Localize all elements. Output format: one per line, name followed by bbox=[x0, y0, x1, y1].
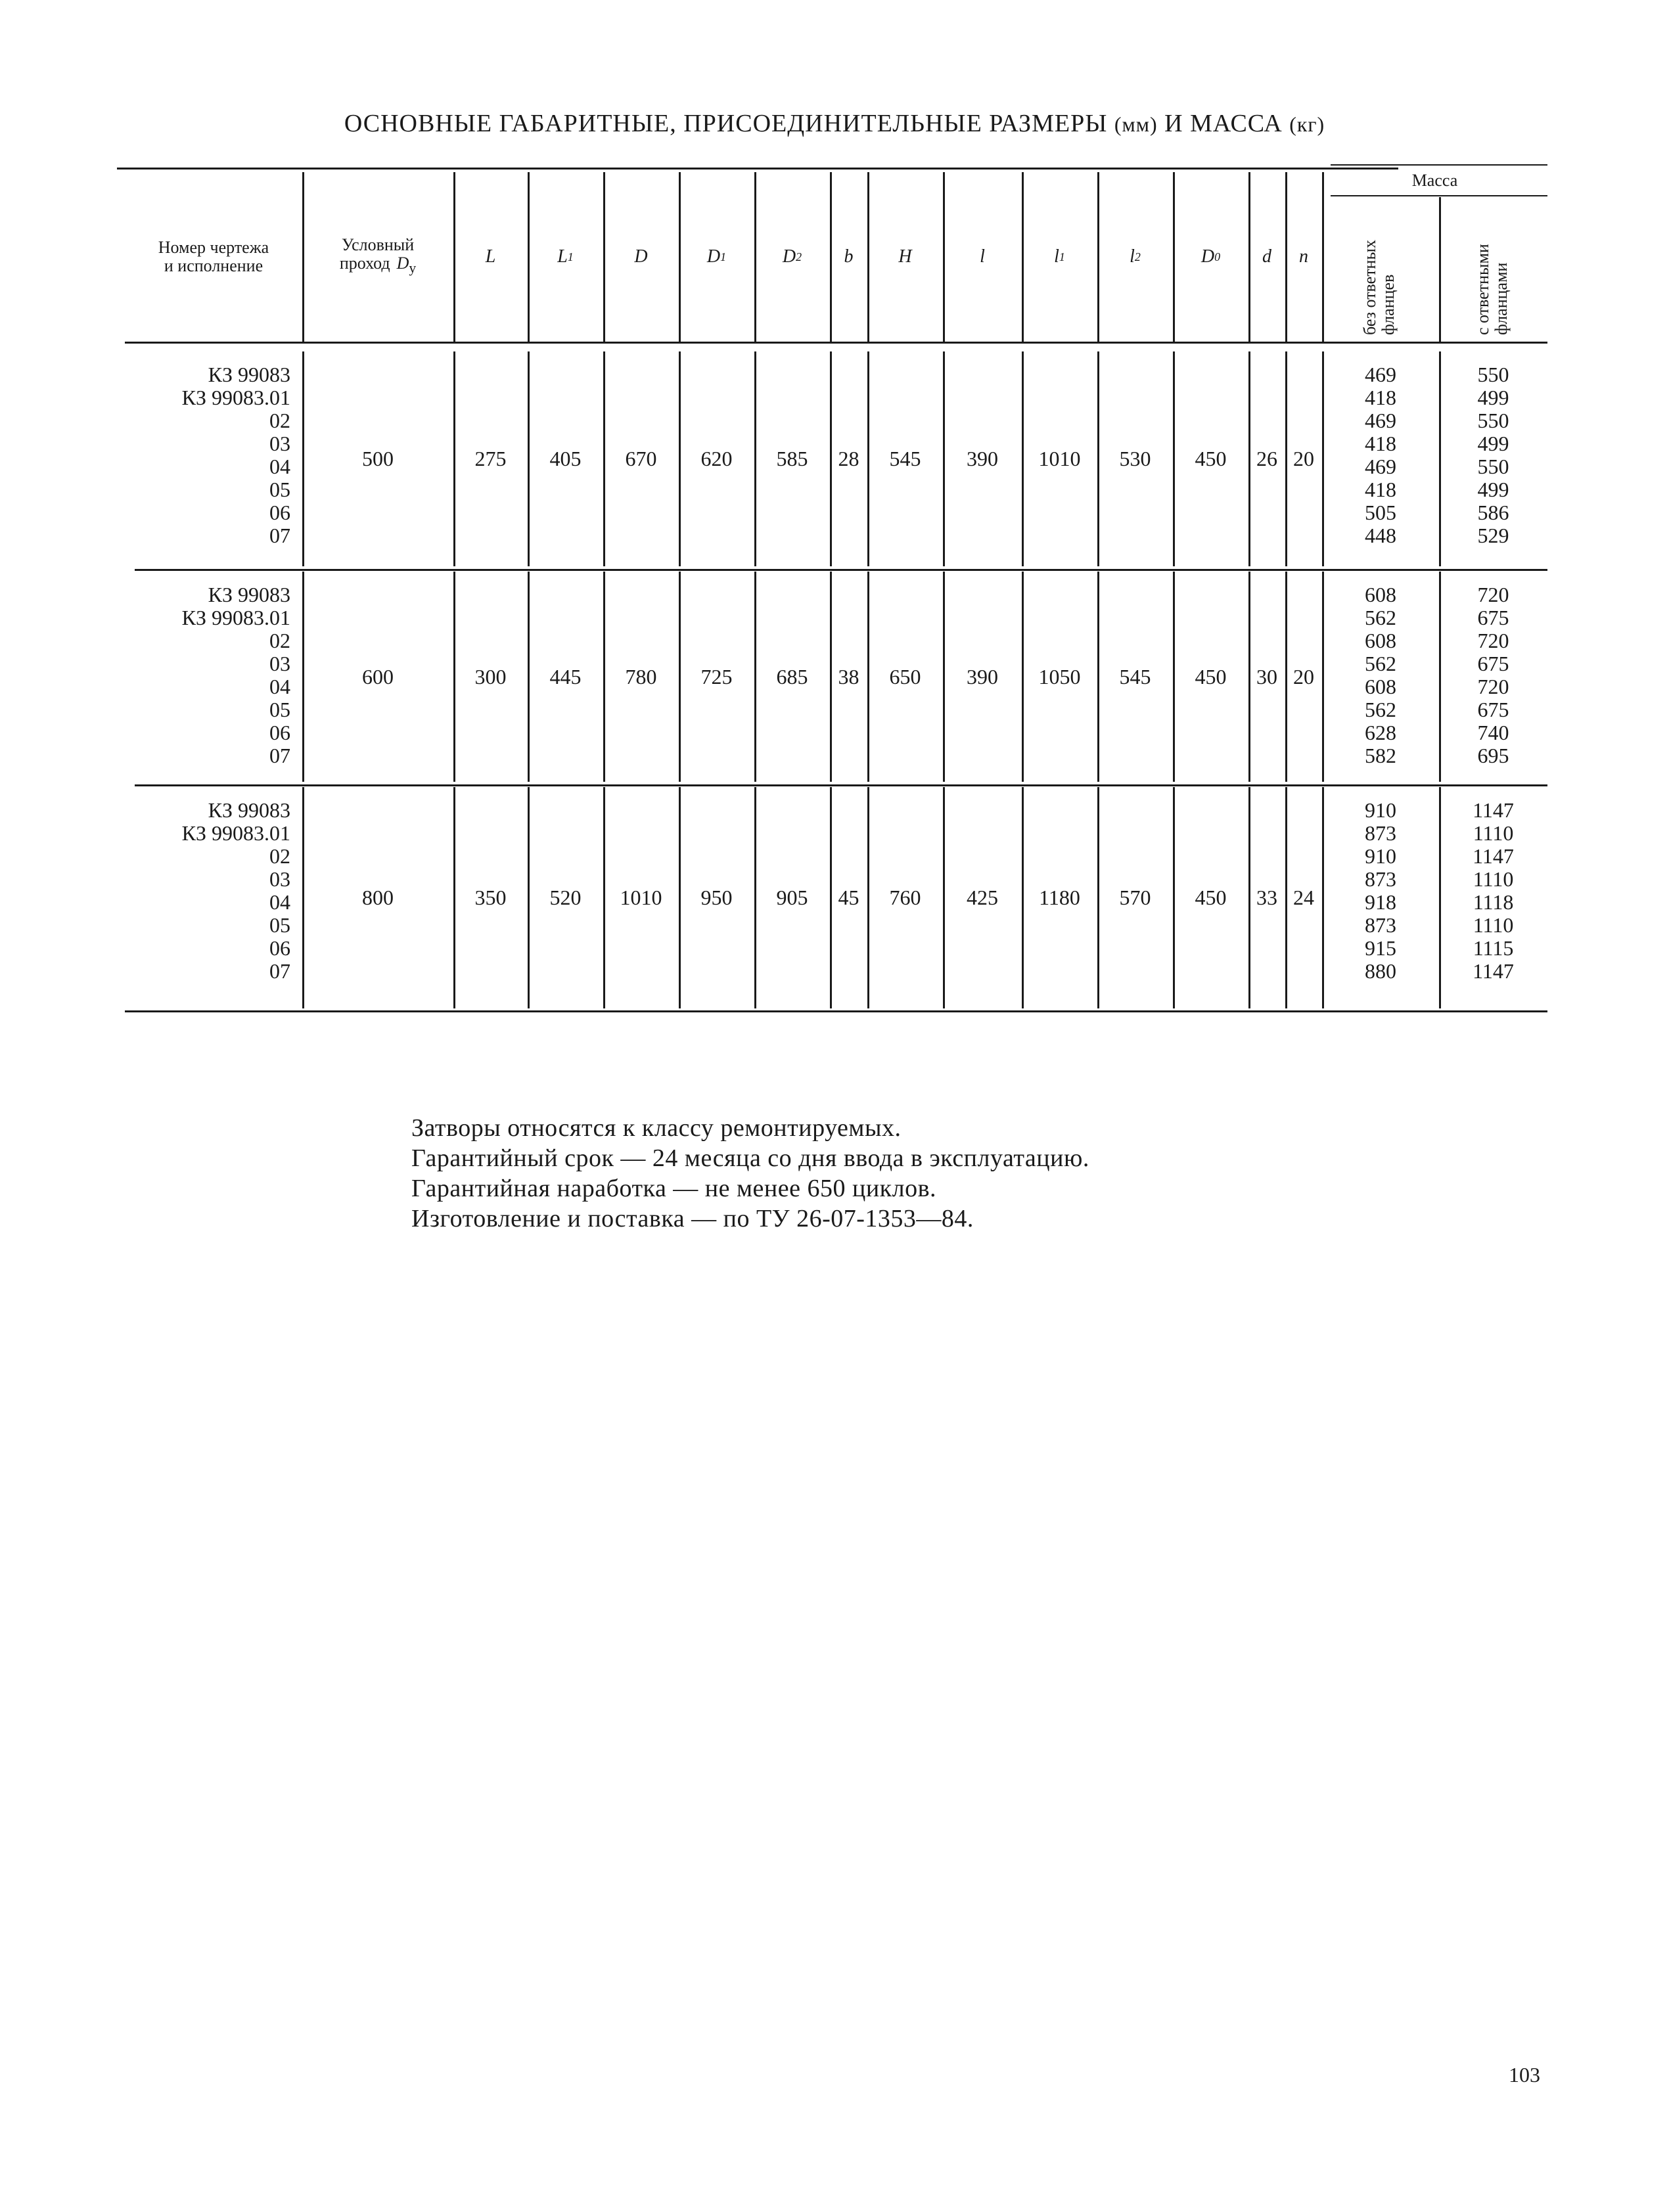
drawing-code: 05 bbox=[269, 478, 290, 501]
header-mass-with-line: с ответными bbox=[1473, 244, 1492, 335]
param-value: 1010 bbox=[1038, 447, 1081, 470]
column-divider bbox=[1322, 172, 1324, 342]
header-param-symbol: l bbox=[1054, 246, 1059, 267]
param-value: 1050 bbox=[1038, 664, 1081, 688]
mass-with-value: 550 bbox=[1477, 409, 1509, 432]
drawing-code: 06 bbox=[269, 501, 290, 524]
param-value: 780 bbox=[625, 664, 657, 688]
header-mass-with bbox=[1474, 204, 1513, 335]
header-param bbox=[1097, 172, 1173, 342]
param-value: 1180 bbox=[1039, 886, 1080, 909]
drawing-code: КЗ 99083.01 bbox=[181, 386, 290, 409]
mass-without-value: 469 bbox=[1365, 455, 1396, 478]
param-value: 350 bbox=[474, 886, 507, 909]
param-value: 905 bbox=[776, 886, 808, 909]
mass-with-values bbox=[1439, 363, 1547, 547]
header-nominal-diameter bbox=[302, 172, 453, 342]
mass-with-value: 720 bbox=[1477, 583, 1509, 606]
mass-with-value: 1110 bbox=[1473, 913, 1514, 937]
header-param-symbol: L bbox=[557, 246, 568, 267]
header-mass-without bbox=[1361, 204, 1400, 335]
mass-without-value: 562 bbox=[1365, 652, 1396, 675]
title-and-mass: И МАССА bbox=[1164, 110, 1283, 137]
header-param-symbol: b bbox=[844, 246, 854, 267]
note-line: Изготовление и поставка — по ТУ 26-07-1353—84. bbox=[411, 1205, 974, 1232]
param-value: 275 bbox=[474, 447, 507, 470]
param-value: 300 bbox=[474, 664, 507, 688]
drawing-code: КЗ 99083 bbox=[208, 363, 290, 386]
mass-without-value: 418 bbox=[1365, 386, 1396, 409]
header-mass-without-line: фланцев bbox=[1379, 274, 1398, 335]
drawing-code: 03 bbox=[269, 432, 290, 455]
header-param bbox=[754, 172, 830, 342]
page-number: 103 bbox=[1509, 2063, 1540, 2087]
group-divider bbox=[135, 784, 1547, 786]
note-line: Гарантийная наработка — не менее 650 циклов. bbox=[411, 1175, 937, 1202]
param-value: 28 bbox=[838, 447, 859, 470]
mass-without-value: 873 bbox=[1365, 867, 1396, 891]
mass-with-value: 1147 bbox=[1473, 798, 1514, 822]
param-value: 445 bbox=[549, 664, 582, 688]
mass-without-value: 562 bbox=[1365, 606, 1396, 629]
mass-without-value: 469 bbox=[1365, 409, 1396, 432]
mass-with-value: 740 bbox=[1477, 721, 1509, 744]
param-value: 20 bbox=[1293, 664, 1314, 688]
mass-subheader-rule bbox=[1331, 195, 1547, 196]
table-bottom-rule bbox=[125, 1010, 1547, 1012]
drawing-code: КЗ 99083 bbox=[208, 798, 290, 822]
nominal-diameter-value: 500 bbox=[362, 447, 394, 470]
mass-with-value: 675 bbox=[1477, 698, 1509, 721]
param-value: 450 bbox=[1195, 447, 1227, 470]
notes bbox=[411, 1113, 1089, 1234]
mass-without-value: 910 bbox=[1365, 844, 1396, 868]
drawing-codes bbox=[118, 799, 290, 983]
param-value: 38 bbox=[838, 664, 859, 688]
mass-without-value: 418 bbox=[1365, 432, 1396, 455]
param-value: 390 bbox=[967, 664, 998, 688]
header-param-subscript: 0 bbox=[1214, 250, 1221, 263]
drawing-codes bbox=[118, 363, 290, 547]
mass-without-value: 418 bbox=[1365, 478, 1396, 501]
title-unit-mm: (мм) bbox=[1114, 112, 1158, 136]
header-param-subscript: 1 bbox=[567, 250, 574, 263]
header-mass: Масса bbox=[1411, 170, 1458, 190]
mass-without-value: 448 bbox=[1365, 524, 1396, 547]
mass-with-value: 1110 bbox=[1473, 867, 1514, 891]
mass-with-values bbox=[1439, 799, 1547, 983]
mass-with-value: 586 bbox=[1477, 501, 1509, 524]
drawing-code: 03 bbox=[269, 652, 290, 675]
param-value: 1010 bbox=[620, 886, 662, 909]
header-param-symbol: H bbox=[898, 246, 912, 267]
param-value: 520 bbox=[549, 886, 582, 909]
drawing-code: 03 bbox=[269, 867, 290, 891]
mass-without-value: 608 bbox=[1365, 675, 1396, 698]
drawing-code: 04 bbox=[269, 675, 290, 698]
table-title bbox=[0, 109, 1669, 138]
header-param-symbol: D bbox=[634, 246, 648, 267]
note-line: Гарантийный срок — 24 месяца со дня ввода в эксплуатацию. bbox=[411, 1144, 1089, 1172]
mass-without-value: 469 bbox=[1365, 363, 1396, 386]
mass-with-value: 1110 bbox=[1473, 821, 1514, 845]
drawing-code: 02 bbox=[269, 409, 290, 432]
param-value: 26 bbox=[1256, 447, 1277, 470]
header-dn-line: Условный bbox=[341, 235, 415, 255]
param-value: 570 bbox=[1119, 886, 1151, 909]
param-value: 30 bbox=[1256, 664, 1277, 688]
header-mass-without-line: без ответных bbox=[1360, 240, 1379, 335]
param-value: 545 bbox=[889, 447, 921, 470]
header-drawing-line: и исполнение bbox=[164, 256, 263, 275]
mass-without-value: 608 bbox=[1365, 629, 1396, 652]
param-value: 950 bbox=[700, 886, 733, 909]
group-divider bbox=[135, 569, 1547, 571]
param-value: 24 bbox=[1293, 886, 1314, 909]
param-value: 530 bbox=[1119, 447, 1151, 470]
param-value: 390 bbox=[967, 447, 998, 470]
mass-without-value: 873 bbox=[1365, 821, 1396, 845]
mass-without-value: 910 bbox=[1365, 798, 1396, 822]
header-drawing-number bbox=[125, 172, 302, 342]
drawing-code: 07 bbox=[269, 744, 290, 767]
header-param bbox=[603, 172, 679, 342]
param-value: 545 bbox=[1119, 664, 1151, 688]
header-param-symbol: D bbox=[706, 246, 721, 267]
param-value: 620 bbox=[700, 447, 733, 470]
title-main: ОСНОВНЫЕ ГАБАРИТНЫЕ, ПРИСОЕДИНИТЕЛЬНЫЕ РАЗМЕРЫ bbox=[344, 110, 1108, 137]
mass-without-value: 628 bbox=[1365, 721, 1396, 744]
mass-with-value: 529 bbox=[1477, 524, 1509, 547]
header-param bbox=[1022, 172, 1097, 342]
header-param bbox=[453, 172, 528, 342]
mass-with-value: 720 bbox=[1477, 629, 1509, 652]
param-value: 425 bbox=[967, 886, 998, 909]
param-value: 670 bbox=[625, 447, 657, 470]
mass-without-values bbox=[1322, 363, 1439, 547]
header-bottom-rule bbox=[125, 342, 1547, 344]
table-top-rule bbox=[117, 168, 1398, 169]
header-param-symbol: D bbox=[782, 246, 796, 267]
header-param-subscript: 1 bbox=[720, 250, 727, 263]
mass-with-value: 1115 bbox=[1473, 936, 1514, 960]
header-param-subscript: 2 bbox=[796, 250, 802, 263]
drawing-code: 04 bbox=[269, 455, 290, 478]
param-value: 45 bbox=[838, 886, 859, 909]
header-param bbox=[528, 172, 603, 342]
param-value: 33 bbox=[1256, 886, 1277, 909]
column-divider bbox=[1439, 197, 1441, 342]
mass-with-value: 499 bbox=[1477, 386, 1509, 409]
mass-with-values bbox=[1439, 583, 1547, 767]
drawing-code: 02 bbox=[269, 629, 290, 652]
header-param-symbol: D bbox=[1200, 246, 1215, 267]
param-value: 585 bbox=[776, 447, 808, 470]
header-param bbox=[1248, 172, 1285, 342]
mass-with-value: 1147 bbox=[1473, 844, 1514, 868]
mass-with-value: 499 bbox=[1477, 432, 1509, 455]
drawing-code: 05 bbox=[269, 698, 290, 721]
param-value: 20 bbox=[1293, 447, 1314, 470]
header-param-symbol: l bbox=[980, 246, 985, 267]
header-dn-symbol: D bbox=[396, 254, 409, 273]
mass-without-value: 505 bbox=[1365, 501, 1396, 524]
header-param-symbol: n bbox=[1299, 246, 1308, 267]
param-value: 450 bbox=[1195, 664, 1227, 688]
drawing-code: 07 bbox=[269, 524, 290, 547]
drawing-code: КЗ 99083.01 bbox=[181, 821, 290, 845]
header-drawing-line: Номер чертежа bbox=[158, 238, 269, 257]
mass-with-value: 675 bbox=[1477, 652, 1509, 675]
header-mass-with-line: фланцами bbox=[1491, 262, 1511, 335]
mass-without-value: 880 bbox=[1365, 959, 1396, 983]
header-dn-line bbox=[340, 254, 416, 277]
nominal-diameter-value: 600 bbox=[362, 664, 394, 688]
mass-with-value: 499 bbox=[1477, 478, 1509, 501]
drawing-code: 02 bbox=[269, 844, 290, 868]
header-param bbox=[1285, 172, 1322, 342]
header-param bbox=[679, 172, 754, 342]
header-param bbox=[1173, 172, 1248, 342]
header-param-subscript: 2 bbox=[1134, 250, 1141, 263]
header-param-symbol: l bbox=[1130, 246, 1135, 267]
param-value: 725 bbox=[700, 664, 733, 688]
nominal-diameter-value: 800 bbox=[362, 886, 394, 909]
drawing-code: 06 bbox=[269, 721, 290, 744]
mass-without-value: 918 bbox=[1365, 890, 1396, 914]
mass-without-value: 608 bbox=[1365, 583, 1396, 606]
header-dn-subscript: у bbox=[409, 260, 417, 277]
header-param bbox=[830, 172, 867, 342]
mass-with-value: 550 bbox=[1477, 455, 1509, 478]
mass-with-value: 1118 bbox=[1473, 890, 1514, 914]
header-param-subscript: 1 bbox=[1059, 250, 1065, 263]
title-unit-kg: (кг) bbox=[1289, 112, 1325, 136]
header-param-symbol: d bbox=[1262, 246, 1271, 267]
mass-without-values bbox=[1322, 799, 1439, 983]
mass-without-value: 873 bbox=[1365, 913, 1396, 937]
mass-without-value: 562 bbox=[1365, 698, 1396, 721]
param-value: 405 bbox=[549, 447, 582, 470]
mass-with-value: 1147 bbox=[1473, 959, 1514, 983]
header-param bbox=[867, 172, 943, 342]
mass-without-value: 915 bbox=[1365, 936, 1396, 960]
param-value: 760 bbox=[889, 886, 921, 909]
drawing-code: 05 bbox=[269, 913, 290, 937]
mass-with-value: 720 bbox=[1477, 675, 1509, 698]
param-value: 685 bbox=[776, 664, 808, 688]
param-value: 450 bbox=[1195, 886, 1227, 909]
drawing-code: 07 bbox=[269, 959, 290, 983]
mass-with-value: 550 bbox=[1477, 363, 1509, 386]
param-value: 650 bbox=[889, 664, 921, 688]
drawing-code: КЗ 99083.01 bbox=[181, 606, 290, 629]
drawing-code: КЗ 99083 bbox=[208, 583, 290, 606]
mass-with-value: 695 bbox=[1477, 744, 1509, 767]
mass-without-values bbox=[1322, 583, 1439, 767]
mass-with-value: 675 bbox=[1477, 606, 1509, 629]
header-dn-text: проход bbox=[339, 254, 390, 273]
note-line: Затворы относятся к классу ремонтируемых. bbox=[411, 1114, 902, 1142]
drawing-codes bbox=[118, 583, 290, 767]
header-param bbox=[943, 172, 1022, 342]
header-param-symbol: L bbox=[485, 246, 496, 267]
drawing-code: 04 bbox=[269, 890, 290, 914]
drawing-code: 06 bbox=[269, 936, 290, 960]
mass-without-value: 582 bbox=[1365, 744, 1396, 767]
